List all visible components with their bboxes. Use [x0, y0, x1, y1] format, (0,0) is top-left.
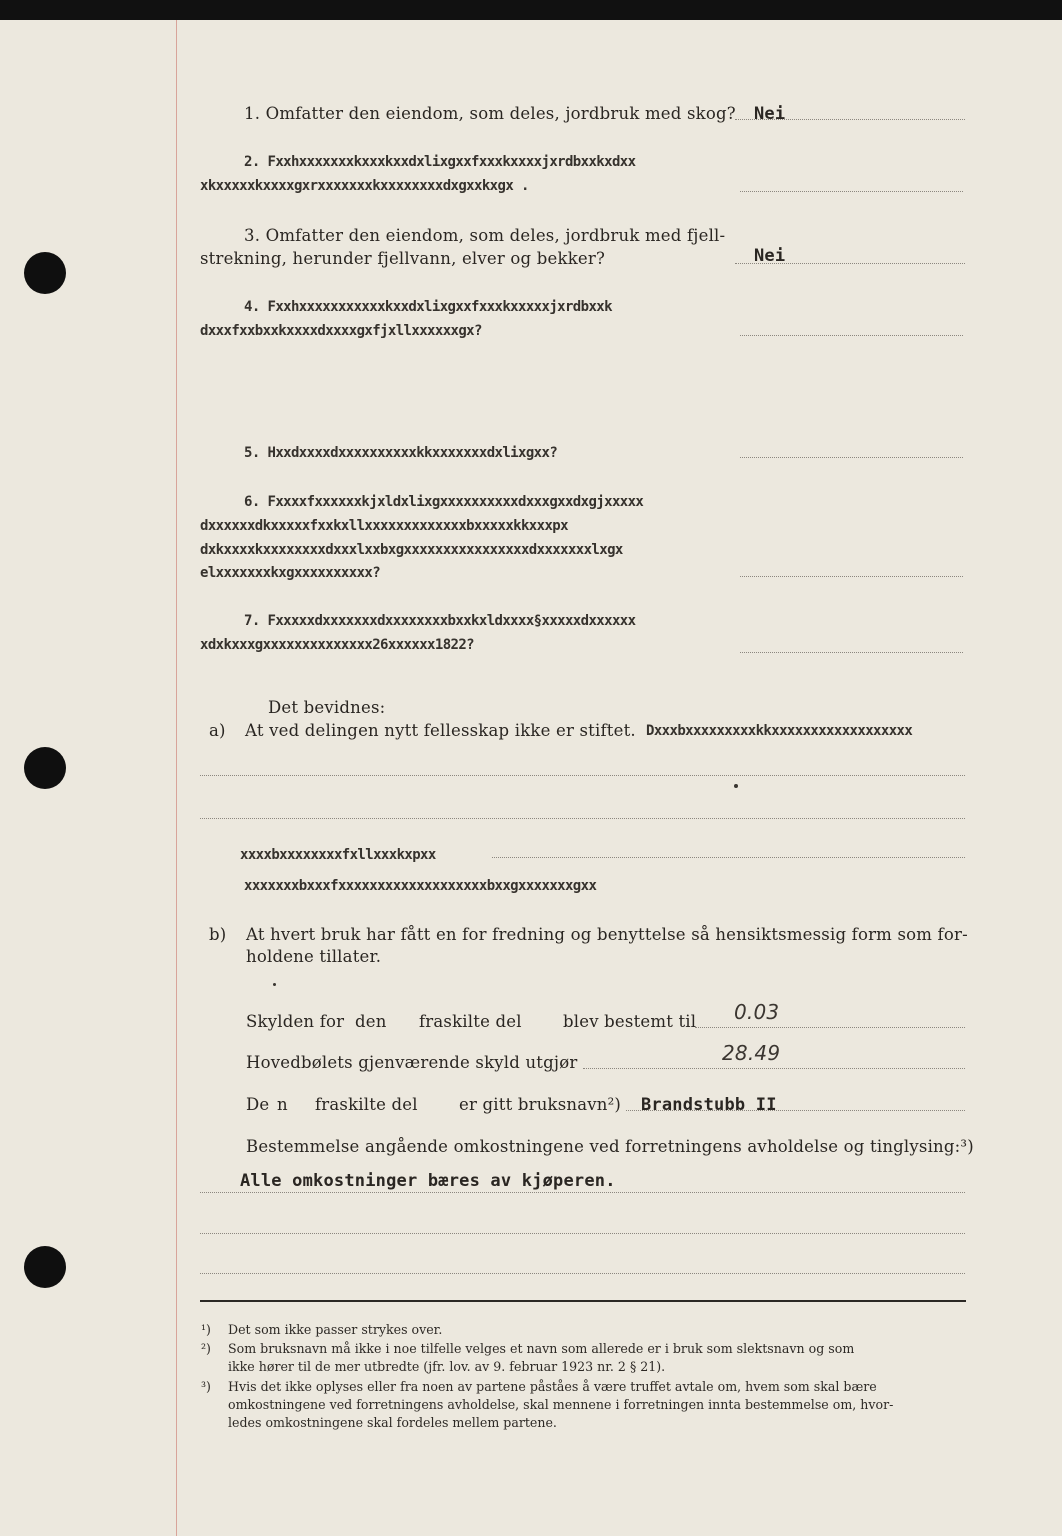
omkostninger-value: Alle omkostninger bæres av kjøperen. [240, 1171, 616, 1191]
blank-line [200, 818, 965, 819]
struck-line-1: xxxxbxxxxxxxxfxllxxxkxpxx [240, 847, 436, 863]
question-2-struck-line-1: 2. Fxxhxxxxxxxkxxxkxxdxlixgxxfxxxkxxxxjxrdbxxkxdxx [244, 154, 636, 170]
answer-line [583, 1068, 965, 1069]
scan-top-edge [0, 0, 1062, 20]
answer-line [740, 576, 963, 577]
answer-line [740, 335, 963, 336]
question-5-struck: 5. Hxxdxxxxdxxxxxxxxxxkkxxxxxxxdxlixgxx? [244, 445, 558, 461]
question-1-label: 1. Omfatter den eiendom, som deles, jordbruk med skog? [244, 104, 736, 123]
footnote-2-text-line-2: ikke hører til de mer utbredte (jfr. lov. av 9. februar 1923 nr. 2 § 21). [228, 1359, 666, 1374]
question-1-answer: Nei [754, 104, 786, 124]
skyld-bestemt: blev bestemt til [563, 1012, 697, 1031]
item-a-text: At ved delingen nytt fellesskap ikke er stiftet. [245, 721, 636, 740]
footnote-separator [200, 1300, 966, 1302]
bruksnavn-value: Brandstubb II [641, 1095, 777, 1115]
item-b-text-line-1: At hvert bruk har fått en for fredning og benyttelse så hensiktsmessig form som for- [246, 925, 968, 944]
question-6-struck-line-4: elxxxxxxxkxgxxxxxxxxxx? [200, 565, 381, 581]
question-7-struck-line-1: 7. Fxxxxxdxxxxxxxdxxxxxxxxbxxkxldxxxx§xxxxxdxxxxxx [244, 613, 636, 629]
question-6-struck-line-2: dxxxxxxdkxxxxxfxxkxllxxxxxxxxxxxxxbxxxxxkkxxxpx [200, 518, 568, 534]
answer-line [200, 1192, 965, 1193]
bruksnavn-gitt: er gitt bruksnavn²) [459, 1095, 622, 1114]
blank-line [200, 775, 965, 776]
omkostninger-label: Bestemmelse angående omkostningene ved forretningens avholdelse og tinglysing:³) [246, 1137, 974, 1156]
ink-speck [734, 784, 738, 788]
item-a-marker: a) [209, 721, 226, 740]
attestation-heading: Det bevidnes: [268, 698, 386, 717]
footnote-2-marker: ²) [201, 1341, 211, 1356]
item-b-marker: b) [209, 925, 227, 944]
footnote-1-text: Det som ikke passer strykes over. [228, 1322, 443, 1337]
question-4-struck-line-2: dxxxfxxbxxkxxxxdxxxxgxfjxllxxxxxxgx? [200, 323, 482, 339]
struck-line-2: xxxxxxxbxxxfxxxxxxxxxxxxxxxxxxxbxxgxxxxxxxgxx [244, 878, 597, 894]
skyld-fraskilte: fraskilte del [419, 1012, 522, 1031]
blank-line [200, 1233, 965, 1234]
question-2-struck-line-2: xkxxxxxkxxxxgxrxxxxxxxkxxxxxxxxdxgxxkxgx . [200, 178, 529, 194]
blank-line [492, 857, 965, 858]
punch-hole-icon [24, 252, 66, 294]
bruksnavn-fraskilte: fraskilte del [315, 1095, 418, 1114]
footnote-3-text-line-2: omkostningene ved forretningens avholdelse, skal mennene i forretningen innta bestemmelse om, hvor- [228, 1397, 894, 1412]
question-4-struck-line-1: 4. Fxxhxxxxxxxxxxxkxxdxlixgxxfxxxkxxxxxjxrdbxxk [244, 299, 612, 315]
question-3-answer: Nei [754, 246, 786, 266]
hovedbol-value: 28.49 [722, 1041, 781, 1065]
skyld-de-suffix: den [355, 1012, 387, 1031]
footnote-3-text-line-3: ledes omkostningene skal fordeles mellem partene. [228, 1415, 557, 1430]
blank-line [200, 1273, 965, 1274]
ink-speck [273, 983, 276, 986]
answer-line [740, 191, 963, 192]
item-b-text-line-2: holdene tillater. [246, 947, 382, 966]
skyld-value: 0.03 [734, 1000, 780, 1024]
question-6-struck-line-3: dxkxxxxkxxxxxxxxdxxxlxxbxgxxxxxxxxxxxxxxxxdxxxxxxxlxgx [200, 542, 623, 558]
margin-rule [176, 20, 177, 1536]
answer-line [740, 457, 963, 458]
hovedbol-label: Hovedbølets gjenværende skyld utgjør [246, 1053, 578, 1072]
skyld-label: Skylden for [246, 1012, 345, 1031]
item-a-struck: Dxxxbxxxxxxxxxkkxxxxxxxxxxxxxxxxxx [646, 723, 913, 739]
question-7-struck-line-2: xdxkxxxgxxxxxxxxxxxxxx26xxxxxx1822? [200, 637, 475, 653]
punch-hole-icon [24, 1246, 66, 1288]
footnote-3-marker: ³) [201, 1379, 211, 1394]
bruksnavn-n-suffix: n [277, 1095, 288, 1114]
question-3-line-2: strekning, herunder fjellvann, elver og bekker? [200, 249, 605, 268]
footnote-3-text-line-1: Hvis det ikke oplyses eller fra noen av partene påståes å være truffet avtale om, hvem som skal bære [228, 1379, 877, 1394]
answer-line [740, 652, 963, 653]
punch-hole-icon [24, 747, 66, 789]
question-3-line-1: 3. Omfatter den eiendom, som deles, jordbruk med fjell- [244, 226, 726, 245]
answer-line [695, 1027, 965, 1028]
question-6-struck-line-1: 6. Fxxxxfxxxxxxkjxldxlixgxxxxxxxxxxdxxxgxxdxgjxxxxx [244, 494, 644, 510]
bruksnavn-label-de: De [246, 1095, 270, 1114]
footnote-1-marker: ¹) [201, 1322, 211, 1337]
footnote-2-text-line-1: Som bruksnavn må ikke i noe tilfelle velges et navn som allerede er i bruk som slektsnavn og som [228, 1341, 855, 1356]
